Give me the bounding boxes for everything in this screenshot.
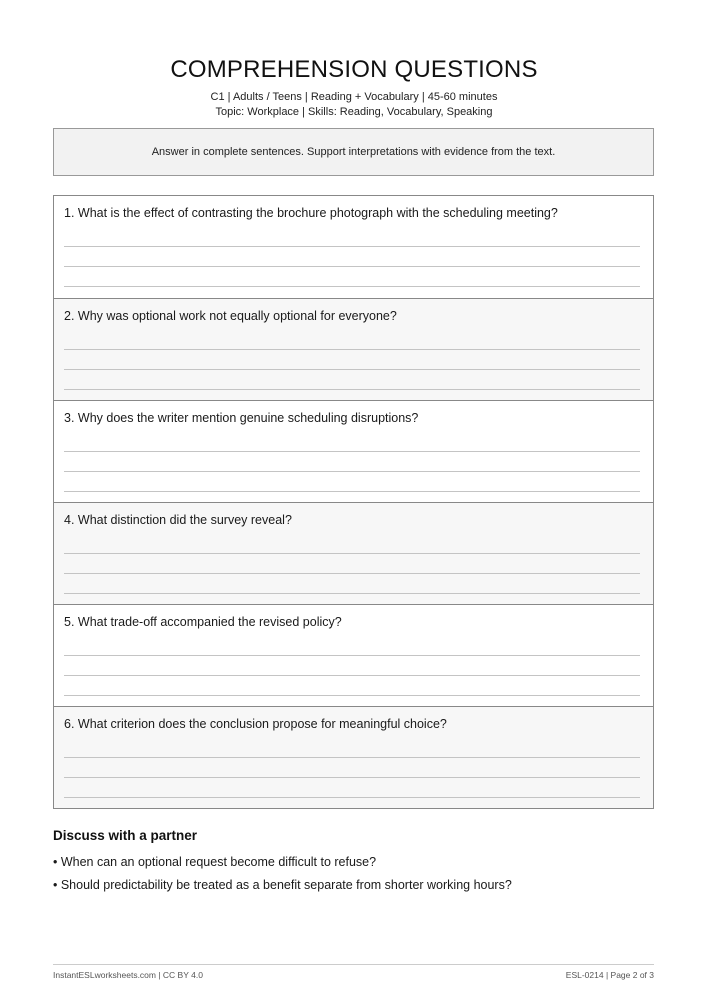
question-text: 2. Why was optional work not equally optional for everyone? xyxy=(64,309,397,323)
instructions-text: Answer in complete sentences. Support interpretations with evidence from the text. xyxy=(151,146,556,158)
page-title: COMPREHENSION QUESTIONS xyxy=(170,56,538,83)
footer-source: InstantESLworksheets.com | CC BY 4.0 xyxy=(53,970,203,980)
discussion-item: • When can an optional request become difficult to refuse? xyxy=(53,855,377,869)
question-text: 1. What is the effect of contrasting the brochure photograph with the scheduling meeting? xyxy=(64,206,558,220)
answer-line[interactable] xyxy=(64,757,640,758)
question-box-4 xyxy=(54,502,653,604)
answer-line[interactable] xyxy=(64,246,640,247)
answer-line[interactable] xyxy=(64,553,640,554)
answer-line[interactable] xyxy=(64,777,640,778)
footer-divider xyxy=(53,964,654,965)
question-box-6 xyxy=(54,706,653,808)
instructions-box xyxy=(53,128,654,176)
questions-list xyxy=(53,195,654,809)
question-box-5 xyxy=(54,604,653,706)
answer-line[interactable] xyxy=(64,593,640,594)
question-box-1 xyxy=(54,196,653,298)
answer-line[interactable] xyxy=(64,286,640,287)
question-box-2 xyxy=(54,298,653,400)
question-text: 6. What criterion does the conclusion propose for meaningful choice? xyxy=(64,717,447,731)
discussion-heading: Discuss with a partner xyxy=(53,828,198,843)
discussion-item: • Should predictability be treated as a benefit separate from shorter working hours? xyxy=(53,878,512,892)
answer-line[interactable] xyxy=(64,695,640,696)
answer-line[interactable] xyxy=(64,491,640,492)
answer-line[interactable] xyxy=(64,349,640,350)
answer-line[interactable] xyxy=(64,573,640,574)
footer-page-info: ESL-0214 | Page 2 of 3 xyxy=(565,970,654,980)
answer-line[interactable] xyxy=(64,389,640,390)
question-text: 3. Why does the writer mention genuine scheduling disruptions? xyxy=(64,411,419,425)
question-box-3 xyxy=(54,400,653,502)
question-text: 4. What distinction did the survey reveal? xyxy=(64,513,292,527)
answer-line[interactable] xyxy=(64,471,640,472)
worksheet-level-info: C1 | Adults / Teens | Reading + Vocabulary | 45-60 minutes xyxy=(210,91,498,103)
answer-line[interactable] xyxy=(64,369,640,370)
answer-line[interactable] xyxy=(64,675,640,676)
answer-line[interactable] xyxy=(64,451,640,452)
answer-line[interactable] xyxy=(64,655,640,656)
worksheet-topic-info: Topic: Workplace | Skills: Reading, Vocabulary, Speaking xyxy=(215,106,493,118)
answer-line[interactable] xyxy=(64,266,640,267)
question-text: 5. What trade-off accompanied the revised policy? xyxy=(64,615,342,629)
answer-line[interactable] xyxy=(64,797,640,798)
